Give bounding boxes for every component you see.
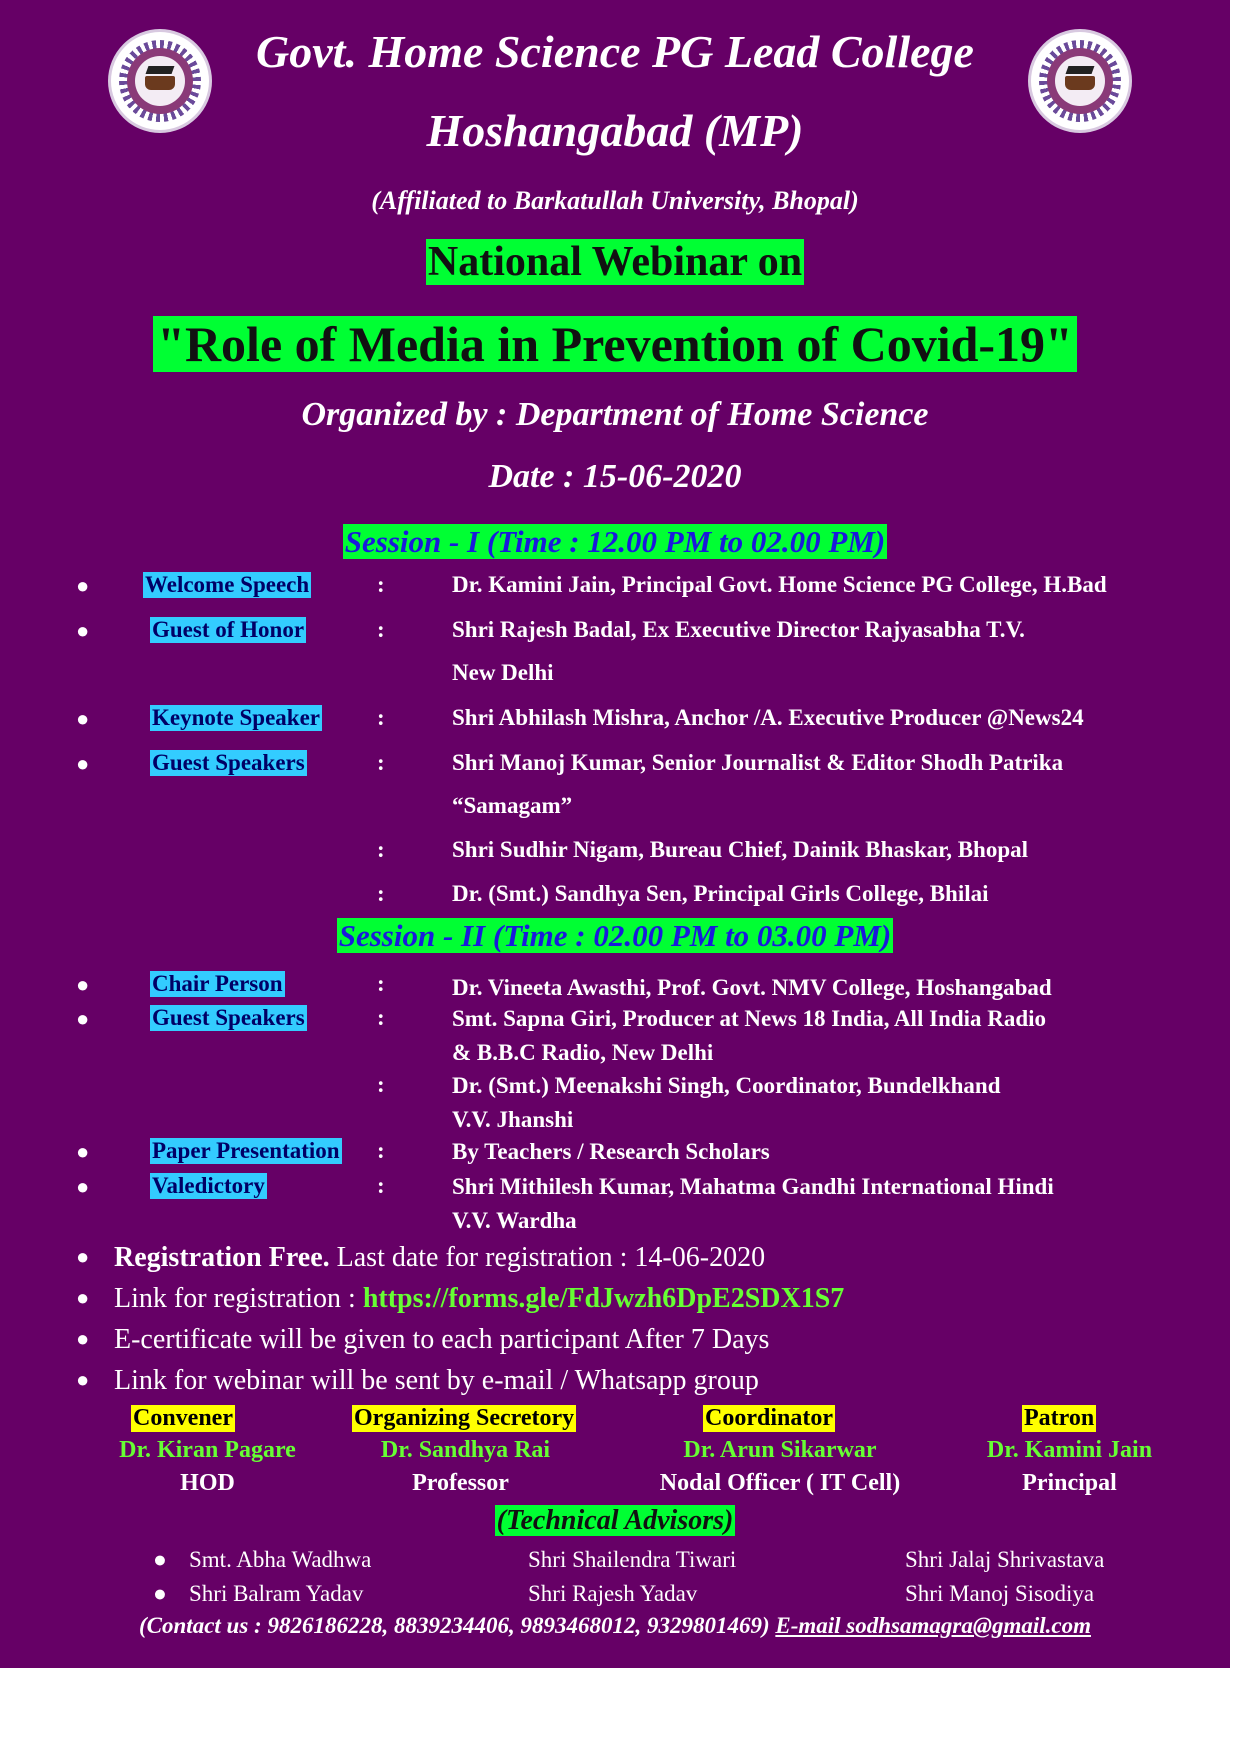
patron-name: Dr. Kamini Jain bbox=[986, 1437, 1153, 1463]
organizing-secretary-name: Dr. Sandhya Rai bbox=[380, 1437, 551, 1463]
coordinator-name: Dr. Arun Sikarwar bbox=[683, 1437, 877, 1463]
session1-title: Session - I (Time : 12.00 PM to 02.00 PM) bbox=[344, 524, 886, 559]
advisor-name: Shri Manoj Sisodiya bbox=[905, 1581, 1095, 1606]
convener-label: Convener bbox=[133, 1405, 233, 1431]
webinar-heading: National Webinar on bbox=[427, 239, 803, 285]
advisor-name: Smt. Abha Wadhwa bbox=[189, 1547, 372, 1572]
webinar-link-info: ● Link for webinar will be sent by e-mail / Whatsapp group bbox=[76, 1365, 759, 1396]
advisor-name: Shri Shailendra Tiwari bbox=[528, 1547, 737, 1572]
advisor-bullet: ● bbox=[153, 1581, 167, 1606]
contact-phones: (Contact us : 9826186228, 8839234406, 9893468012, 9329801469) bbox=[139, 1613, 776, 1638]
coordinator-title: Nodal Officer ( IT Cell) bbox=[659, 1470, 901, 1496]
organizer: Organized by : Department of Home Science bbox=[301, 396, 929, 433]
webinar-topic: "Role of Media in Prevention of Covid-19" bbox=[0, 315, 1230, 373]
registration-link-line: ● Link for registration : https://forms.gle/FdJwzh6DpE2SDX1S7 bbox=[76, 1283, 845, 1314]
organizing-secretary-title: Professor bbox=[412, 1470, 509, 1496]
patron-title: Principal bbox=[1022, 1470, 1117, 1496]
contact-email[interactable]: E-mail sodhsamagra@gmail.com bbox=[775, 1613, 1091, 1638]
convener-name: Dr. Kiran Pagare bbox=[119, 1437, 296, 1463]
college-name: Govt. Home Science PG Lead College bbox=[256, 26, 974, 77]
patron-label: Patron bbox=[1024, 1405, 1095, 1431]
organizing-secretary-label: Organizing Secretory bbox=[354, 1405, 575, 1431]
convener-title: HOD bbox=[180, 1470, 235, 1496]
advisor-name: Shri Jalaj Shrivastava bbox=[905, 1547, 1105, 1572]
certificate-info: ● E-certificate will be given to each participant After 7 Days bbox=[76, 1324, 770, 1355]
registration-info: ● Registration Free. Last date for registration : 14-06-2020 bbox=[76, 1242, 766, 1273]
coordinator-label: Coordinator bbox=[705, 1405, 833, 1431]
session2-title: Session - II (Time : 02.00 PM to 03.00 PM) bbox=[338, 918, 892, 953]
affiliation: (Affiliated to Barkatullah University, Bhopal) bbox=[371, 186, 859, 215]
advisor-bullet: ● bbox=[153, 1547, 167, 1572]
technical-advisors-heading: (Technical Advisors) bbox=[496, 1505, 734, 1536]
contact-line bbox=[0, 1613, 1230, 1639]
webinar-poster: Govt. Home Science PG Lead College Hoshangabad (MP) (Affiliated to Barkatullah University, Bhopal) National Webinar on "Role of Media in Prevention of Covid-19" Organized by : Department of Home Science Date : 15-06-2020 Session - I (Time : 12.00 PM to 02.00 PM) ● Welcome Speech : Dr. Kamini Jain, Principal Govt. Home Science PG College, H.Bad ● Guest of Honor : Shri Rajesh Badal, Ex Executive Director Rajyasabha T.V. New Delhi ● Keynote Speaker : Shri Abhilash Mishra, Anchor /A. Executive Producer @News24 ● Guest Speakers : Shri Manoj Kumar, Senior Journalist & Editor Shodh Patrika “Samagam” : Shri Sudhir Nigam, Bureau Chief, Dainik Bhaskar, Bhopal : Dr. (Smt.) Sandhya Sen, Principal Girls College, Bhilai Session - II (Time : 02.00 PM to 03.00 PM) ● Chair Person : Dr. Vineeta Awasthi, Prof. Govt. NMV College, Hoshangabad ● Guest Speakers : Smt. Sapna Giri, Producer at News 18 India, All India Radio & B.B.C Radio, New Delhi : Dr. (Smt.) Meenakshi Singh, Coordinator, Bundelkhand V.V. Jhanshi ● Paper Presentation : By Teachers / Research Scholars ● Valedictory : Shri Mithilesh Kumar, Mahatma Gandhi International Hindi V.V. Wardha ● Registration Free. Last date for registration : 14-06-2020 ● Link for registration : https://forms.gle/FdJwzh6DpE2SDX1S7 ● E-certificate will be given to each participant After 7 Days ● Link for webinar will be sent by e-mail / Whatsapp group Convener Organizing Secretory Coordinator Patron Dr. Kiran Pagare Dr. Sandhya Rai Dr. Arun Sikarwar Dr. Kamini Jain HOD Professor Nodal Officer ( IT Cell) Principal (Technical Advisors) ● Smt. Abha Wadhwa Shri Shailendra Tiwari Shri Jalaj Shrivastava ● Shri Balram Yadav Shri Rajesh Yadav Shri Manoj Sisodiya (Contact us : 9826186228, 8839234406, 9893468012, 9329801469) E-mail sodhsamagra@gmail.com bbox=[0, 0, 1230, 1668]
advisor-name: Shri Rajesh Yadav bbox=[528, 1581, 698, 1606]
event-date: Date : 15-06-2020 bbox=[488, 458, 742, 495]
college-location: Hoshangabad (MP) bbox=[426, 105, 804, 156]
advisor-name: Shri Balram Yadav bbox=[189, 1581, 364, 1606]
registration-link[interactable]: https://forms.gle/FdJwzh6DpE2SDX1S7 bbox=[362, 1283, 845, 1314]
